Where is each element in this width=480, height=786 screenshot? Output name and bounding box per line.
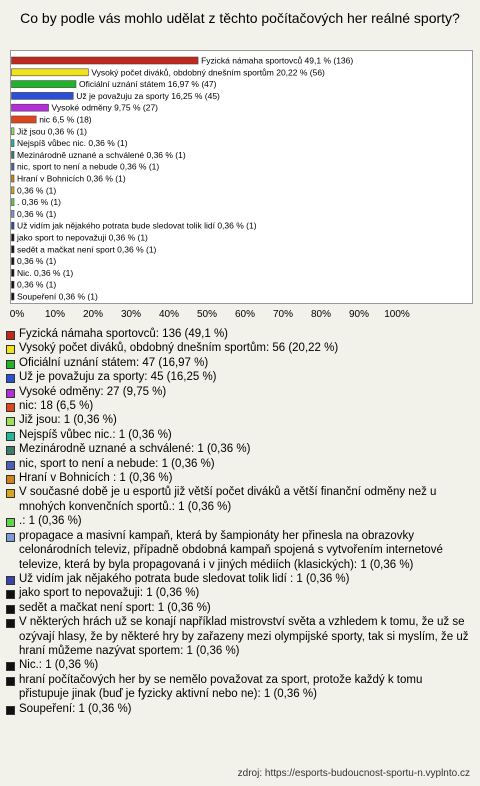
legend-label: hraní počítačových her by se nemělo považovat za sport, protože každý k tomu přistupuje jinak (buď je fyzicky aktivní nebo ne): 1 (0,36 %) <box>19 673 423 701</box>
legend-item <box>6 413 472 427</box>
legend-item <box>6 615 472 658</box>
x-tick-label: 60% <box>234 309 256 320</box>
legend-item <box>6 485 472 514</box>
legend-swatch <box>6 662 15 671</box>
bar-5 <box>12 116 37 123</box>
legend-item <box>6 471 472 485</box>
x-tick-label: 100% <box>384 309 410 320</box>
legend-swatch <box>6 432 15 441</box>
bar-4 <box>12 104 49 111</box>
bar-label-16: sedět a mačkat není sport 0,36 % (1) <box>17 244 157 255</box>
x-tick-label: 30% <box>120 309 142 320</box>
legend-label: Už je považuju za sporty: 45 (16,25 %) <box>19 371 217 384</box>
legend-swatch <box>6 576 15 585</box>
bar-17 <box>12 258 15 265</box>
bar-label-4: Vysoké odměny 9,75 % (27) <box>51 102 159 113</box>
bar-chart <box>11 51 472 303</box>
legend-label: Oficiální uznání státem: 47 (16,97 %) <box>19 356 209 369</box>
bar-10 <box>12 175 15 182</box>
chart-title: Co by podle vás mohlo udělat z těchto počítačových her reálné sporty? <box>20 10 460 26</box>
bar-label-6: Již jsou 0,36 % (1) <box>17 126 87 137</box>
x-tick-label: 40% <box>158 309 180 320</box>
legend-label: Už vidím jak nějakého potrata bude sledovat tolik lidí : 1 (0,36 %) <box>19 572 350 585</box>
bar-7 <box>12 140 15 147</box>
bar-15 <box>12 234 15 241</box>
legend-swatch <box>6 518 15 527</box>
legend-label: V některých hrách už se konají například mistrovství světa a vzhledem k tomu, že už se ozývají hlasy, že by některé hry by zařazeny mezi olympijské sporty, tak si myslím, že už hraní můžeme nazývat sportem: 1 (0,36 %) <box>19 616 469 657</box>
bar-3 <box>12 92 74 99</box>
bar-label-0: Fyzická námaha sportovců 49,1 % (136) <box>201 55 354 66</box>
x-tick-label: 20% <box>82 309 104 320</box>
bar-2 <box>12 81 76 88</box>
legend-label: nic: 18 (6,5 %) <box>19 400 94 413</box>
legend-swatch <box>6 389 15 398</box>
legend-label: .: 1 (0,36 %) <box>19 515 82 528</box>
legend-swatch <box>6 489 15 498</box>
legend-label: propagace a masivní kampaň, která by šampionáty her přinesla na obrazovky celonárodních televiz, případně obdobná kampaň spojená s vytvořením internetové televize, která by byla propagovaná i v jiných médiích (klasických): 1 (0,36 %) <box>19 529 443 571</box>
bar-20 <box>12 293 15 300</box>
bar-label-14: Už vidím jak nějakého potrata bude sledovat tolik lidí 0,36 % (1) <box>17 220 257 231</box>
bar-9 <box>12 163 15 170</box>
legend-label: jako sport to nepovažuji: 1 (0,36 %) <box>19 587 200 600</box>
bar-label-20: Soupeření 0,36 % (1) <box>17 291 98 302</box>
bar-19 <box>12 281 15 288</box>
legend-swatch <box>6 677 15 686</box>
bar-label-13: 0,36 % (1) <box>17 208 57 219</box>
legend-swatch <box>6 475 15 484</box>
bar-label-19: 0,36 % (1) <box>17 279 57 290</box>
bar-label-2: Oficiální uznání státem 16,97 % (47) <box>78 79 217 90</box>
legend-label: Fyzická námaha sportovců: 136 (49,1 %) <box>19 328 229 340</box>
legend-item <box>6 586 472 600</box>
bar-16 <box>12 246 15 253</box>
x-tick-label: 50% <box>196 309 218 320</box>
x-tick-label: 90% <box>348 309 370 320</box>
bar-1 <box>12 69 89 76</box>
legend-label: Vysoké odměny: 27 (9,75 %) <box>19 385 167 398</box>
bar-label-15: jako sport to nepovažuji 0,36 % (1) <box>17 232 148 243</box>
plot-area <box>10 50 473 304</box>
legend-item <box>6 442 472 456</box>
legend-item <box>6 370 472 384</box>
bar-label-7: Nejspíš vůbec nic. 0,36 % (1) <box>17 138 128 149</box>
bar-label-1: Vysoký počet diváků, obdobný dnešním sportům 20,22 % (56) <box>91 67 325 78</box>
bar-0 <box>12 57 199 64</box>
legend-label: Mezinárodně uznané a schválené: 1 (0,36 %) <box>19 443 251 456</box>
legend-label: Soupeření: 1 (0,36 %) <box>19 702 132 715</box>
bar-14 <box>12 222 15 229</box>
legend-item <box>6 673 472 702</box>
legend-swatch <box>6 706 15 715</box>
bar-label-17: 0,36 % (1) <box>17 256 57 267</box>
legend-swatch <box>6 374 15 383</box>
bar-label-11: 0,36 % (1) <box>17 185 57 196</box>
bar-label-18: Nic. 0,36 % (1) <box>17 267 74 278</box>
legend-swatch <box>6 461 15 470</box>
legend-item <box>6 399 472 413</box>
legend-label: Hraní v Bohnicích : 1 (0,36 %) <box>19 472 173 485</box>
bar-11 <box>12 187 15 194</box>
legend-swatch <box>6 345 15 354</box>
legend-label: nic, sport to není a nebude: 1 (0,36 %) <box>19 457 215 470</box>
legend-item <box>6 529 472 572</box>
legend-label: Již jsou: 1 (0,36 %) <box>19 414 117 427</box>
legend-item <box>6 658 472 672</box>
bar-label-12: . 0,36 % (1) <box>17 197 61 208</box>
legend-item <box>6 457 472 471</box>
legend-swatch <box>6 360 15 369</box>
source-link[interactable]: zdroj: https://esports-budoucnost-sportu-n.vyplnto.cz <box>237 768 470 779</box>
legend-swatch <box>6 605 15 614</box>
bar-label-5: nic 6,5 % (18) <box>39 114 92 125</box>
bar-label-8: Mezinárodně uznané a schválené 0,36 % (1) <box>17 149 186 160</box>
bar-8 <box>12 151 15 158</box>
legend-swatch <box>6 403 15 412</box>
legend-label: Vysoký počet diváků, obdobný dnešním sportům: 56 (20,22 %) <box>19 342 339 355</box>
legend-item <box>6 514 472 528</box>
x-tick-label: 70% <box>272 309 294 320</box>
legend-label: Nejspíš vůbec nic.: 1 (0,36 %) <box>19 428 172 441</box>
legend-swatch <box>6 590 15 599</box>
legend-item <box>6 572 472 586</box>
legend-label: sedět a mačkat není sport: 1 (0,36 %) <box>19 601 211 614</box>
legend-swatch <box>6 446 15 455</box>
legend <box>6 327 472 716</box>
bar-label-9: nic, sport to není a nebude 0,36 % (1) <box>17 161 160 172</box>
legend-item <box>6 327 472 341</box>
legend-swatch <box>6 417 15 426</box>
legend-swatch <box>6 533 15 542</box>
bar-6 <box>12 128 15 135</box>
bar-label-10: Hraní v Bohnicích 0,36 % (1) <box>17 173 126 184</box>
legend-item <box>6 341 472 355</box>
legend-item <box>6 601 472 615</box>
bar-13 <box>12 210 15 217</box>
x-tick-label: 0% <box>9 309 25 320</box>
legend-item <box>6 702 472 716</box>
legend-item <box>6 385 472 399</box>
bar-18 <box>12 269 15 276</box>
bar-label-3: Už je považuju za sporty 16,25 % (45) <box>76 90 220 101</box>
legend-swatch <box>6 331 15 340</box>
legend-label: V současné době je u esportů již větší počet diváků a větší finanční odměny než u mnohých konvenčních sportů.: 1 (0,36 %) <box>19 486 437 513</box>
x-tick-label: 10% <box>44 309 66 320</box>
legend-label: Nic.: 1 (0,36 %) <box>19 659 99 672</box>
legend-item <box>6 356 472 370</box>
legend-item <box>6 428 472 442</box>
bar-12 <box>12 199 15 206</box>
x-axis <box>0 305 480 325</box>
x-tick-label: 80% <box>310 309 332 320</box>
legend-swatch <box>6 619 15 628</box>
